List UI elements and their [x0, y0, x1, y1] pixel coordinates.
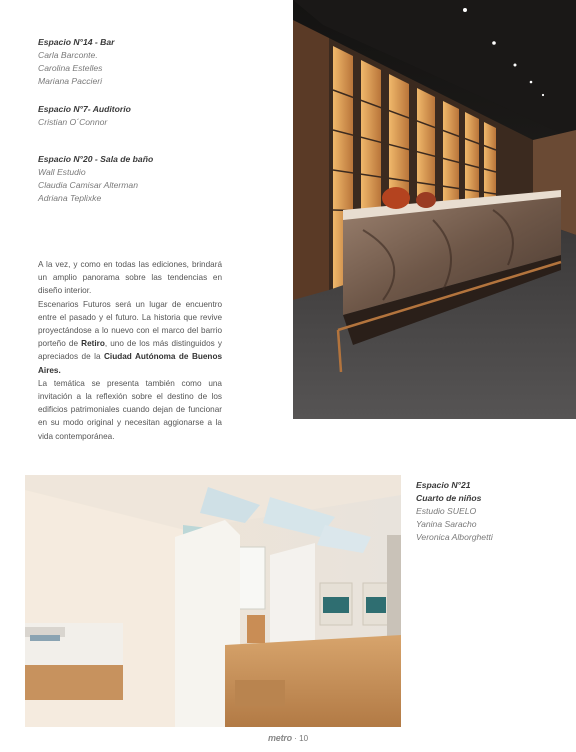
- article-body: [38, 258, 222, 443]
- bar-photo: [293, 0, 576, 419]
- kids-room-photo: [25, 475, 401, 727]
- credit-name: Claudia Camisar Alterman: [38, 180, 138, 190]
- paragraph-3: La temática se presenta también como una invitación a la reflexión sobre el destino de los edificios patrimoniales cuando dejan de funcionar en su modo original y necesitan aggionarse a la vida contemporánea.: [38, 378, 222, 441]
- highlight-ciudad: Ciudad Autónoma de Buenos Aires.: [38, 352, 222, 375]
- credit-name: Carolina Estelles: [38, 63, 103, 73]
- metro-logo: metro: [267, 733, 292, 743]
- credits-right: [416, 479, 566, 544]
- credit-name: Mariana Paccieri: [38, 76, 102, 86]
- highlight-retiro: Retiro: [81, 339, 105, 349]
- credit-bar: [38, 36, 278, 88]
- page-footer: [0, 733, 576, 743]
- credit-title: Espacio N°14 - Bar: [38, 37, 115, 47]
- credit-name: Adriana Teplixke: [38, 193, 102, 203]
- credit-title: Espacio N°21: [416, 480, 471, 490]
- paragraph-2-text: Escenarios Futuros será un lugar de encuentro entre el pasado y el futuro. La historia que revive proyectándose a lo nuevo con el marco del barrio porteño de: [38, 299, 222, 349]
- footer-separator: ·: [294, 734, 297, 743]
- paragraph-1: A la vez, y como en todas las ediciones, brindará un amplio panorama sobre las tendencias en diseño interior.: [38, 260, 222, 296]
- credit-name: Veronica Alborghetti: [416, 532, 493, 542]
- credit-sala-bano: [38, 153, 278, 205]
- credit-title: Espacio N°7- Auditorio: [38, 104, 131, 114]
- credit-title: Cuarto de niños: [416, 493, 482, 503]
- credit-name: Wall Estudio: [38, 167, 86, 177]
- credit-name: Carla Barconte.: [38, 50, 98, 60]
- credit-auditorio: [38, 103, 278, 129]
- credit-name: Yanina Saracho: [416, 519, 477, 529]
- credit-name: Estudio SUELO: [416, 506, 477, 516]
- paragraph-2: [38, 298, 222, 377]
- credit-name: Cristian O´Connor: [38, 117, 108, 127]
- credit-title: Espacio N°20 - Sala de baño: [38, 154, 154, 164]
- paragraph-2-text: , uno de los más distinguidos y apreciados de la: [38, 339, 222, 362]
- page-number: 10: [299, 734, 309, 743]
